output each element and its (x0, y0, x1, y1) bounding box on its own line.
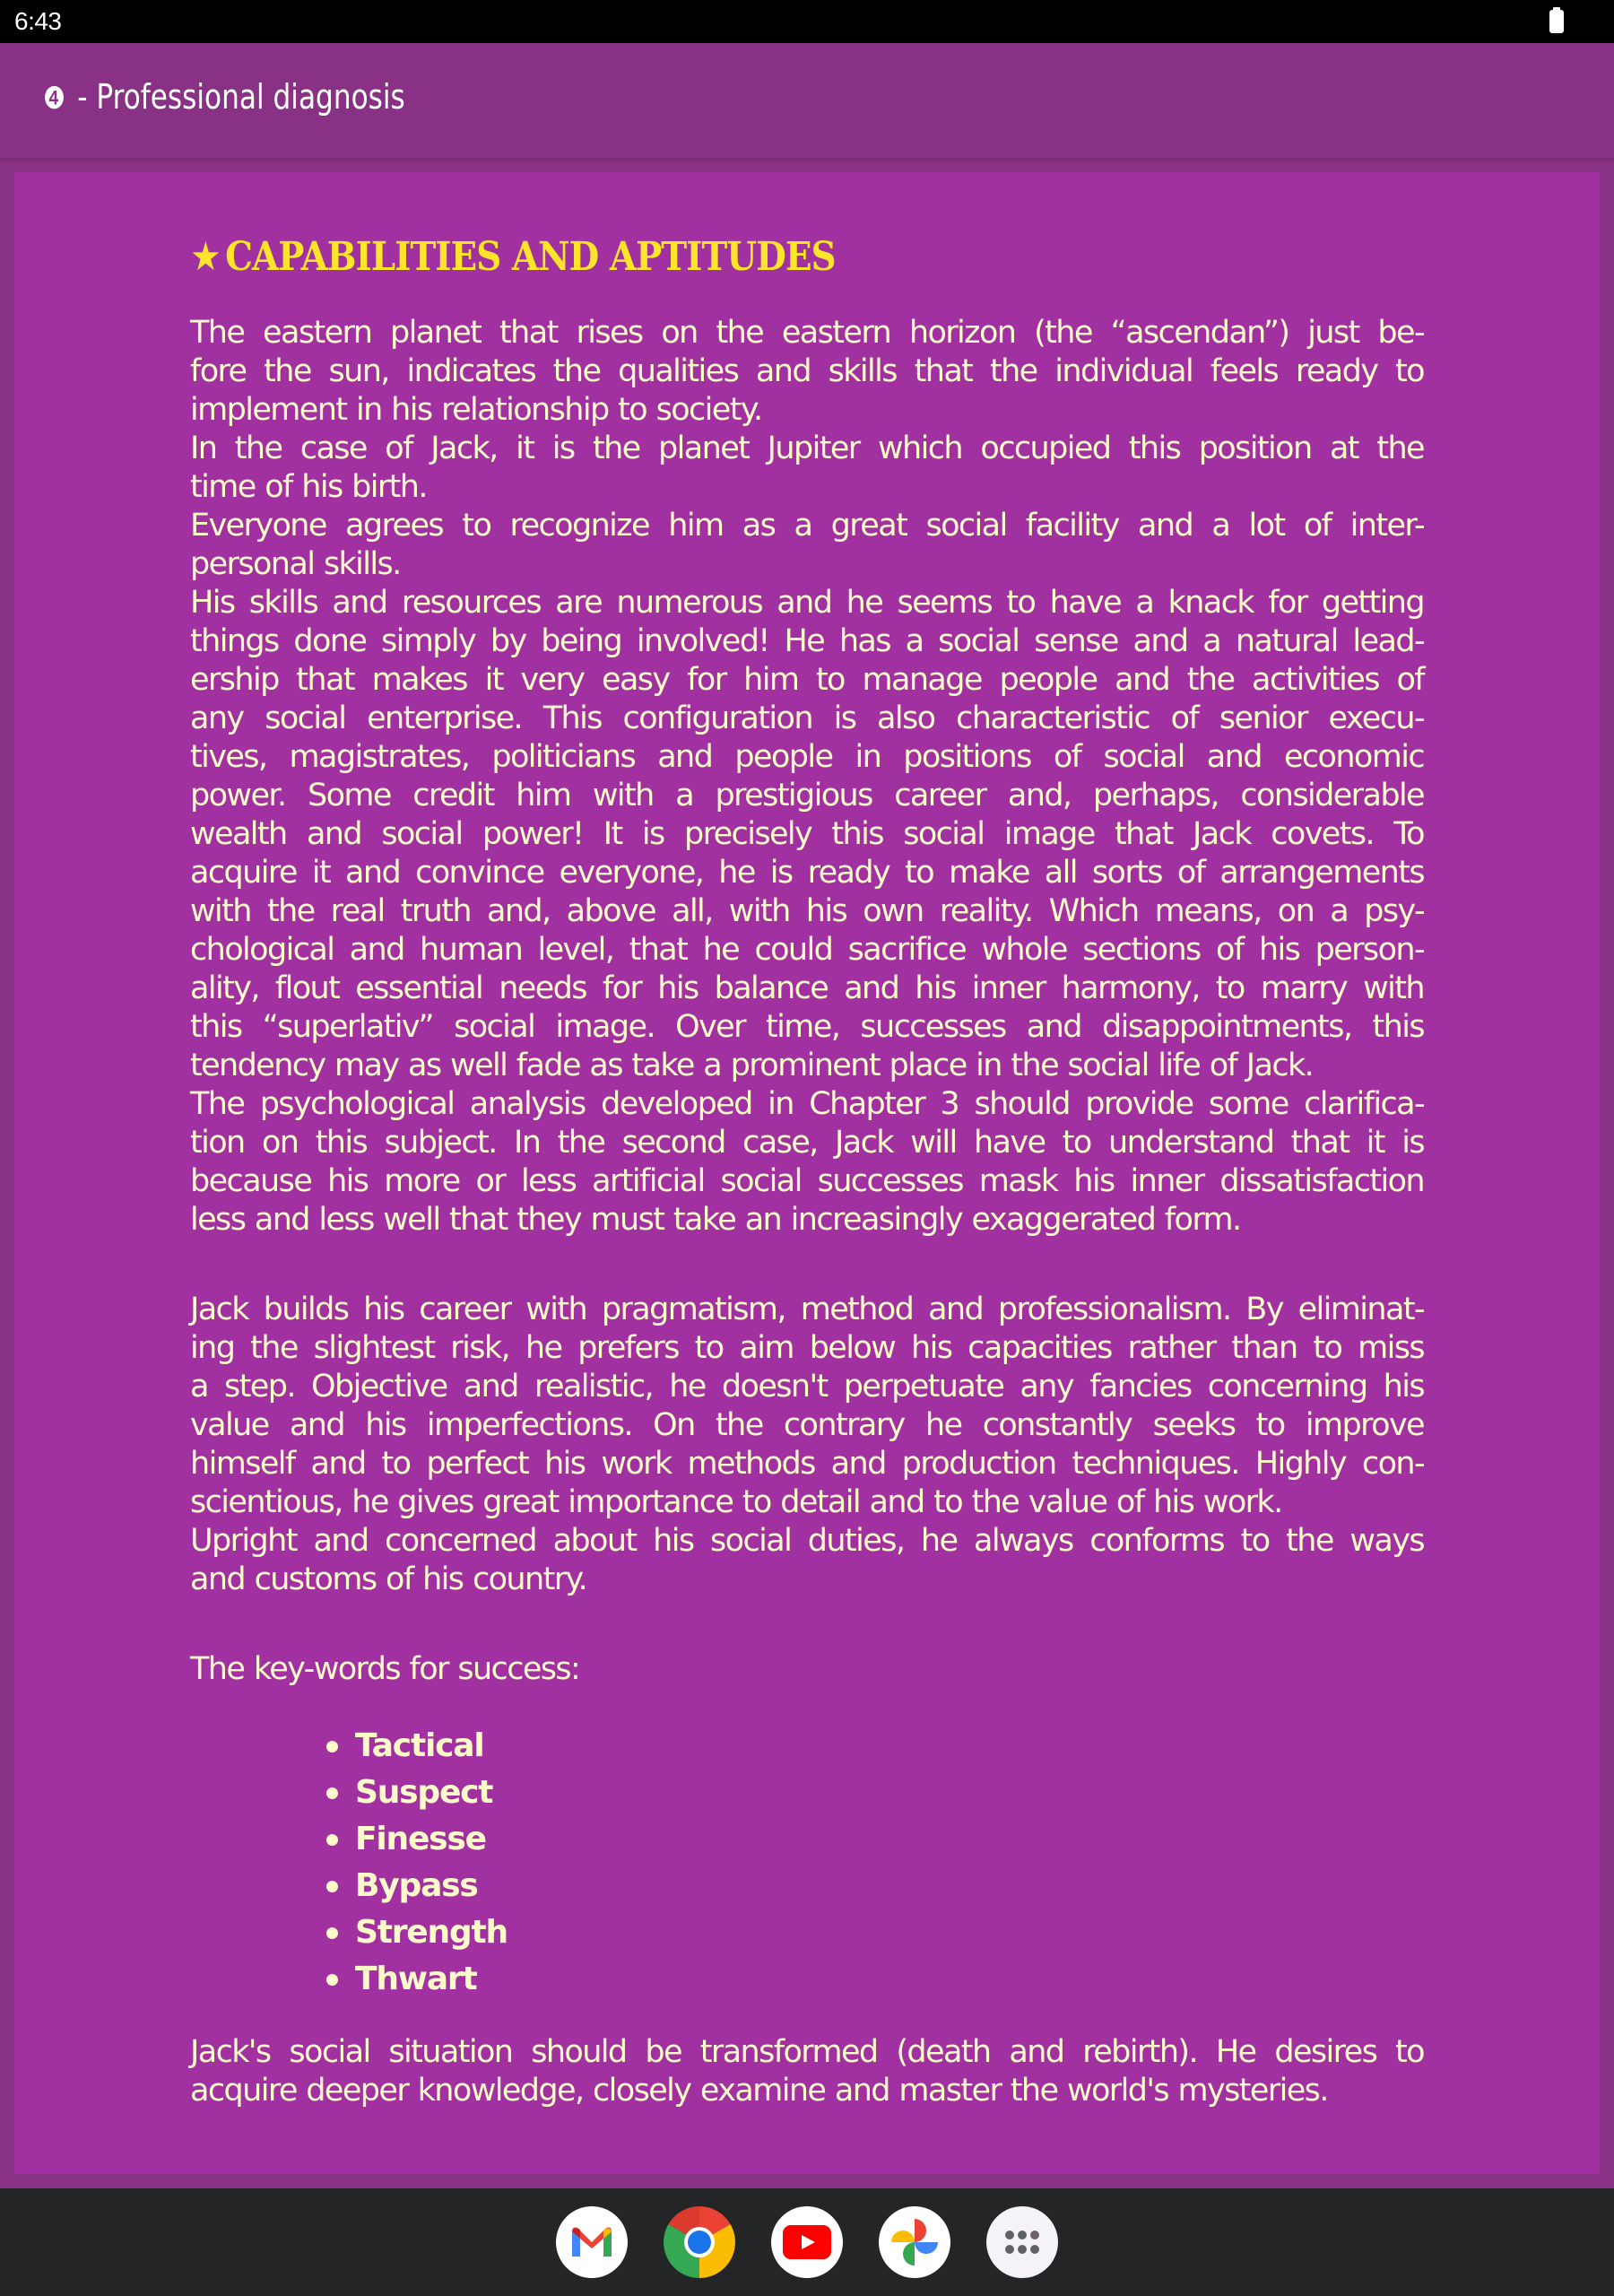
bullet-icon (326, 1974, 338, 1986)
paragraph-ascendant (190, 314, 1424, 1239)
text-line: fore the sun, indicates the qualities and skills that the individual feels ready to (190, 353, 1424, 389)
keyword-item (326, 1816, 1424, 1863)
text-line: personal skills. (190, 546, 401, 582)
app-header (0, 43, 1614, 158)
text-line: Upright and concerned about his social duties, he always conforms to the ways (190, 1523, 1424, 1559)
keyword-text: Thwart (355, 1961, 477, 1997)
text-line: any social enterprise. This configuration is also characteristic of senior execu- (190, 700, 1424, 736)
photos-icon[interactable] (879, 2206, 950, 2278)
text-line: himself and to perfect his work methods and production techniques. Highly con- (190, 1446, 1424, 1482)
text-line: acquire it and convince everyone, he is ready to make all sorts of arrangements (190, 855, 1424, 891)
text-line: tives, magistrates, politicians and people in positions of social and economic (190, 739, 1424, 775)
text-line: ality, flout essential needs for his balance and his inner harmony, to marry with (190, 970, 1424, 1006)
bullet-icon (326, 1881, 338, 1892)
text-line: scientious, he gives great importance to detail and to the value of his work. (190, 1484, 1282, 1520)
bullet-icon (326, 1927, 338, 1939)
text-line: power. Some credit him with a prestigious career and, perhaps, considerable (190, 778, 1424, 813)
keyword-item (326, 1723, 1424, 1770)
text-line: this “superlativ” social image. Over time, successes and disappointments, this (190, 1009, 1424, 1045)
gmail-icon[interactable] (556, 2206, 628, 2278)
page-title (43, 77, 405, 117)
section-heading (190, 226, 1276, 289)
keyword-item (326, 1770, 1424, 1816)
text-line: ership that makes it very easy for him to manage people and the activities of (190, 662, 1424, 698)
chrome-icon[interactable] (664, 2206, 735, 2278)
keyword-item (326, 1863, 1424, 1909)
keyword-item (326, 1956, 1424, 2003)
text-line: The psychological analysis developed in Chapter 3 should provide some clarifica- (190, 1086, 1424, 1122)
keyword-text: Strength (355, 1914, 508, 1951)
text-line: ing the slightest risk, he prefers to aim below his capacities rather than to miss (190, 1330, 1424, 1366)
text-line: chological and human level, that he could sacrifice whole sections of his person- (190, 932, 1424, 968)
star-icon: ★ (190, 234, 221, 280)
paragraph-transformation (190, 2033, 1424, 2110)
keyword-text: Suspect (355, 1774, 493, 1811)
text-line: wealth and social power! It is precisely this social image that Jack covets. To (190, 816, 1424, 852)
text-line: acquire deeper knowledge, closely examine and master the world's mysteries. (190, 2073, 1328, 2109)
keyword-text: Finesse (355, 1821, 486, 1857)
text-line: value and his imperfections. On the contrary he constantly seeks to improve (190, 1407, 1424, 1443)
text-line: things done simply by being involved! He has a social sense and a natural lead- (190, 623, 1424, 659)
content-panel[interactable] (14, 172, 1600, 2174)
bullet-icon (326, 1741, 338, 1752)
keyword-text: Bypass (355, 1867, 478, 1904)
text-line: time of his birth. (190, 469, 427, 505)
text-line: Jack builds his career with pragmatism, method and professionalism. By eliminat- (190, 1292, 1424, 1327)
bullet-icon (326, 1834, 338, 1846)
app-drawer-icon[interactable] (986, 2206, 1058, 2278)
battery-full-icon (1549, 10, 1564, 33)
text-line: Jack's social situation should be transformed (death and rebirth). He desires to (190, 2034, 1424, 2070)
keyword-text: Tactical (355, 1727, 484, 1764)
text-line: The eastern planet that rises on the eastern horizon (the “ascendan”) just be- (190, 315, 1424, 351)
section-heading-text: CAPABILITIES AND APTITUDES (225, 234, 836, 280)
page-title-text: - Professional diagnosis (77, 77, 405, 117)
chapter-number-badge: ❹ (43, 81, 65, 117)
text-line: with the real truth and, above all, with his own reality. Which means, on a psy- (190, 893, 1424, 929)
status-bar (0, 0, 1614, 43)
text-line: His skills and resources are numerous and he seems to have a knack for getting (190, 585, 1424, 621)
text-line: a step. Objective and realistic, he doesn't perpetuate any fancies concerning his (190, 1369, 1424, 1405)
text-line: In the case of Jack, it is the planet Jupiter which occupied this position at the (190, 430, 1424, 466)
paragraph-career (190, 1291, 1424, 1599)
text-line: implement in his relationship to society. (190, 392, 762, 428)
text-line: tion on this subject. In the second case, Jack will have to understand that it is (190, 1125, 1424, 1161)
text-line: Everyone agrees to recognize him as a great social facility and a lot of inter- (190, 508, 1424, 544)
text-line: and customs of his country. (190, 1561, 587, 1597)
status-time: 6:43 (14, 7, 62, 35)
keywords-intro: The key-words for success: (190, 1651, 580, 1687)
article (190, 226, 1424, 2110)
navigation-bar (0, 2188, 1614, 2296)
text-line: less and less well that they must take an increasingly exaggerated form. (190, 1202, 1241, 1238)
text-line: because his more or less artificial social successes mask his inner dissatisfaction (190, 1163, 1424, 1199)
text-line: tendency may as well fade as take a prominent place in the social life of Jack. (190, 1048, 1314, 1083)
keyword-list (190, 1723, 1424, 2003)
keyword-item (326, 1909, 1424, 1956)
bullet-icon (326, 1787, 338, 1799)
youtube-icon[interactable] (771, 2206, 843, 2278)
